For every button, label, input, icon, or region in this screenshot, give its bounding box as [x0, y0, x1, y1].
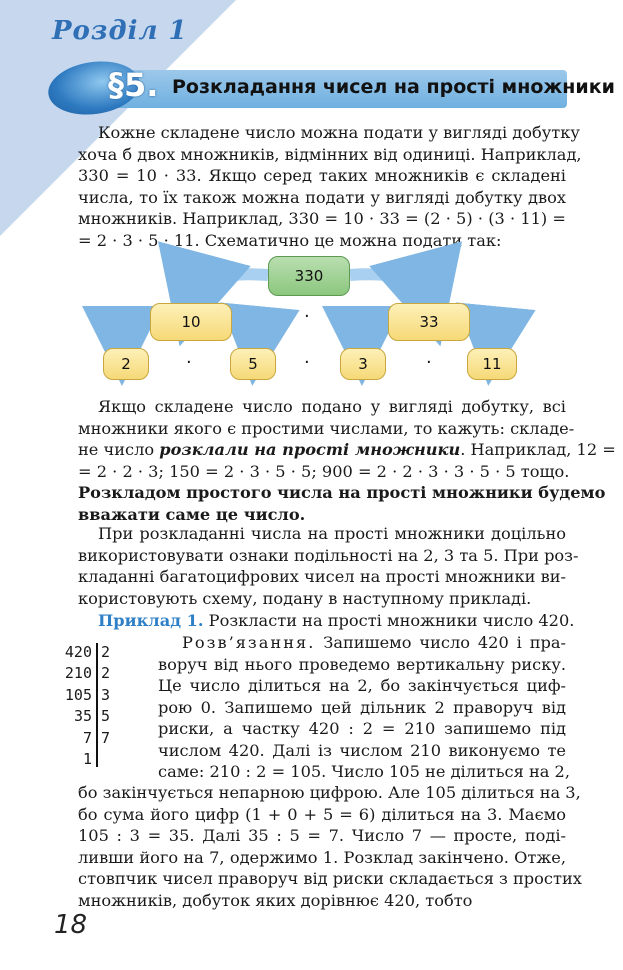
text-line: бо закінчується непарною цифрою. Але 105 ділиться на 3,	[78, 783, 581, 802]
text-line: бо сума його цифр (1 + 0 + 5 = 6) ділиться на 3. Маємо	[78, 804, 566, 824]
text-line: хоча б двох множників, відмінних від одиниці. Наприклад,	[78, 144, 582, 164]
quotient: 105	[64, 685, 92, 704]
text-line: 105 : 3 = 35. Далі 35 : 5 = 7. Число 7 — просте, поді-	[78, 826, 566, 845]
arrow-330-to-33	[350, 274, 428, 300]
tree-node-33: 33	[388, 303, 470, 341]
chapter-title: Розділ 1	[52, 16, 188, 46]
arrow-10-to-2	[122, 322, 150, 346]
text-line: використовувати ознаки подільності на 2, 3 та 5. При роз-	[78, 545, 579, 565]
quotient: 35	[73, 707, 92, 726]
text-line: множники якого є простими числами, то кажуть: складе-	[78, 418, 575, 438]
divisor: 2	[101, 664, 111, 683]
text-line: Якщо складене число подано у вигляді добутку, всі	[98, 397, 566, 416]
division-line	[96, 643, 98, 767]
quotient: 420	[64, 642, 92, 661]
text-line: множників. Наприклад, 330 = 10 · 33 = (2 · 5) · (3 · 11) =	[78, 209, 566, 228]
text-line: риски, а частку 420 : 2 = 210 запишемо під	[158, 719, 566, 738]
page-number: 18	[54, 910, 88, 940]
quotient: 210	[64, 664, 92, 683]
mult-sign: ·	[304, 306, 310, 327]
text-line: множників, добуток яких дорівнює 420, тобто	[78, 890, 473, 910]
text-line: числом 420. Далі із числом 210 виконуємо те	[158, 740, 566, 760]
text-line: воруч від нього проведемо вертикальну риску.	[158, 654, 566, 674]
text-line: Це число ділиться на 2, бо закінчується циф-	[158, 676, 566, 695]
divisor: 7	[101, 728, 111, 747]
mult-sign: ·	[186, 352, 192, 373]
mult-sign: ·	[426, 352, 432, 373]
divisor: 5	[101, 707, 111, 726]
example-label: Приклад 1.	[98, 611, 204, 630]
text-line: числа, то їх також можна подати у вигляді добутку двох	[78, 187, 566, 207]
term-highlight: розклали на прості множники	[159, 440, 461, 459]
text-line: ливши його на 7, одержимо 1. Розклад закінчено. Отже,	[78, 847, 566, 867]
text-line: При розкладанні числа на прості множники доцільно	[98, 524, 566, 543]
tree-node-root: 330	[268, 256, 350, 296]
quotient: 7	[82, 728, 92, 747]
tree-node-2: 2	[103, 348, 149, 380]
text-line: = 2 · 3 · 5 · 11. Схематично це можна подати так:	[78, 230, 502, 250]
text-line: кладанні багатоцифрових чисел на прості множники ви-	[78, 567, 566, 586]
text-line: стовпчик чисел праворуч від риски складається з простих	[78, 869, 582, 888]
example-task: Розкласти на прості множники число 420.	[203, 611, 575, 630]
arrow-33-to-11	[468, 322, 492, 346]
text-line: = 2 · 2 · 3; 150 = 2 · 3 · 5 · 5; 900 = 2 · 2 · 3 · 3 · 5 · 5 тощо.	[78, 461, 570, 481]
text-line: саме: 210 : 2 = 105. Число 105 не ділиться на 2,	[158, 762, 571, 781]
mult-sign: ·	[304, 352, 310, 373]
section-number: §5.	[108, 66, 159, 104]
arrow-330-to-10	[192, 274, 268, 300]
quotient: 1	[82, 750, 92, 769]
text-line: 330 = 10 · 33. Якщо серед таких множників є складені	[78, 166, 566, 185]
text-line: рою 0. Запишемо цей дільник 2 праворуч від	[158, 697, 566, 717]
arrow-33-to-3	[362, 322, 388, 346]
arrow-10-to-5	[232, 322, 256, 346]
text-line-bold: Розкладом простого числа на прості множники будемо	[78, 483, 606, 502]
tree-node-11: 11	[467, 348, 517, 380]
divisor: 2	[101, 642, 111, 661]
section-title: Розкладання чисел на прості множники	[172, 76, 615, 98]
tree-node-10: 10	[150, 303, 232, 341]
solution-word: Розв’язання.	[182, 633, 316, 652]
tree-node-3: 3	[340, 348, 386, 380]
factorization-column	[58, 641, 125, 770]
text-line: не число розклали на прості множники. Наприклад, 12 =	[78, 440, 616, 459]
text-line: користовують схему, подану в наступному прикладі.	[78, 588, 532, 608]
diagram-arrows	[0, 0, 623, 400]
divisor: 3	[101, 685, 111, 704]
tree-node-5: 5	[230, 348, 276, 380]
text-line-bold: вважати саме це число.	[78, 504, 306, 524]
text-line: Кожне складене число можна подати у вигляді добутку	[98, 123, 580, 142]
